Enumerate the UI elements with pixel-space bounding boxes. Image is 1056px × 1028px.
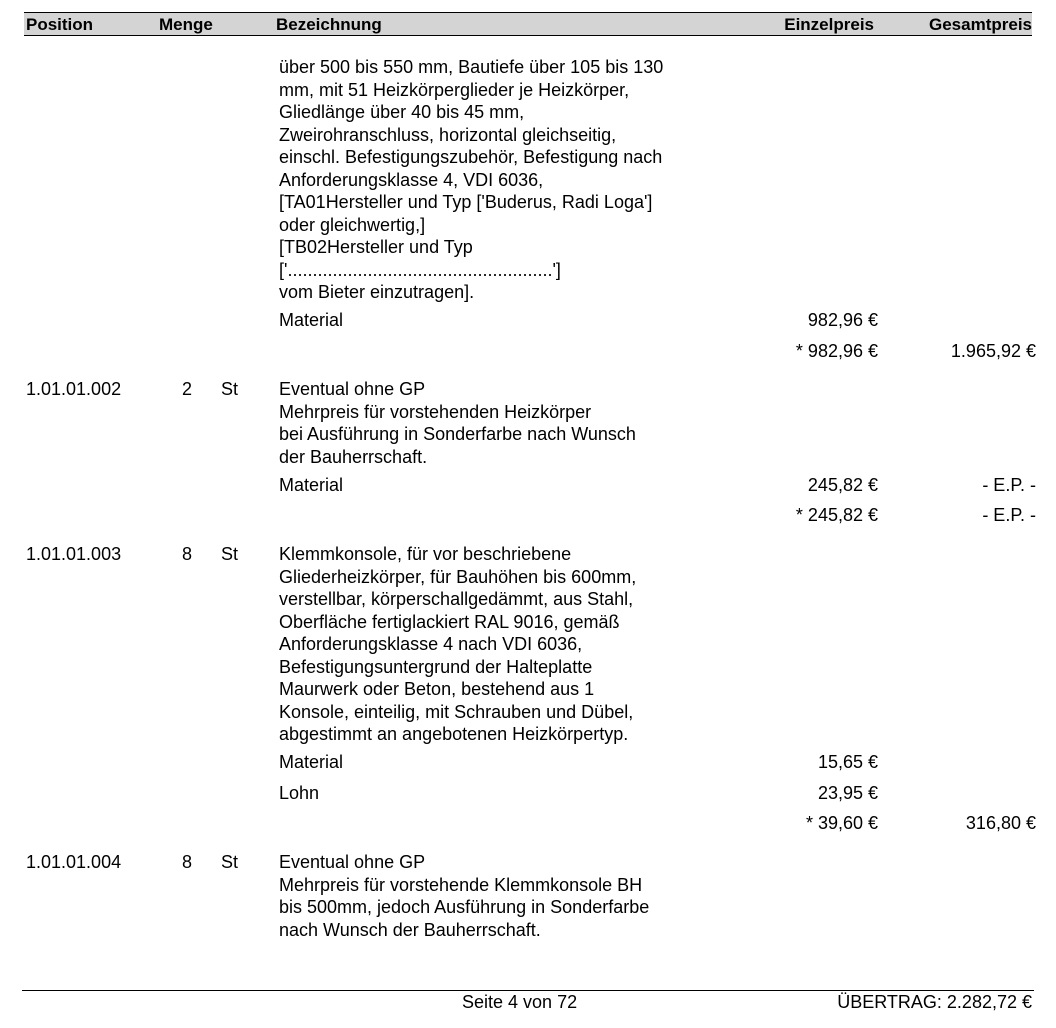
carry-over-total: ÜBERTRAG: 2.282,72 €: [837, 992, 1032, 1012]
cost-total: - E.P. -: [982, 475, 1036, 495]
description-line: über 500 bis 550 mm, Bautiefe über 105 bis 130: [279, 57, 664, 77]
description-line: nach Wunsch der Bauherrschaft.: [279, 919, 541, 940]
description-line: oder gleichwertig,]: [279, 214, 426, 235]
item-description: [279, 543, 636, 746]
item-unit: St: [221, 379, 239, 399]
description-line: vom Bieter einzutragen].: [279, 282, 475, 302]
description-line: Befestigungsuntergrund der Halteplatte: [279, 656, 593, 677]
description-line: ['.....................................................']: [279, 259, 561, 280]
item-unit: St: [221, 544, 239, 564]
description-line: verstellbar, körperschallgedämmt, aus Stahl,: [279, 589, 634, 609]
material-value: 15,65 €: [817, 752, 878, 772]
item-description: [279, 851, 649, 941]
item-description: [279, 378, 636, 468]
description-line: [TB02Hersteller und Typ: [279, 237, 473, 257]
description-line: bis 500mm, jedoch Ausführung in Sonderfarbe: [279, 897, 650, 917]
cost-type-label: Material: [279, 310, 344, 330]
description-line: Konsole, einteilig, mit Schrauben und Dübel,: [279, 701, 634, 722]
page-number: Seite 4 von 72: [462, 992, 578, 1012]
description-line: bei Ausführung in Sonderfarbe nach Wunsch: [279, 424, 636, 444]
description-line: Oberfläche fertiglackiert RAL 9016, gemäß: [279, 611, 620, 632]
cost-type-label: Material: [279, 475, 344, 495]
footer-divider: [22, 990, 1034, 991]
header-quantity: Menge: [159, 15, 213, 34]
total-price: 316,80 €: [965, 813, 1036, 833]
header-description: Bezeichnung: [276, 15, 382, 34]
description-line: Eventual ohne GP: [279, 379, 426, 399]
description-line: Mehrpreis für vorstehenden Heizkörper: [279, 401, 592, 422]
item-quantity: 2: [181, 379, 192, 399]
total-price: - E.P. -: [982, 505, 1036, 525]
item-quantity: 8: [181, 544, 192, 564]
labor-value: 23,95 €: [817, 783, 878, 803]
unit-price: * 245,82 €: [795, 505, 878, 525]
description-line: einschl. Befestigungszubehör, Befestigung nach: [279, 147, 663, 167]
unit-price: * 39,60 €: [805, 813, 878, 833]
continued-item-description: [279, 56, 663, 304]
description-line: [TA01Hersteller und Typ ['Buderus, Radi Loga']: [279, 192, 653, 212]
item-quantity: 8: [181, 852, 192, 872]
header-total-price: Gesamtpreis: [929, 15, 1032, 34]
description-line: mm, mit 51 Heizkörperglieder je Heizkörper,: [279, 79, 630, 100]
description-line: Anforderungsklasse 4, VDI 6036,: [279, 169, 544, 190]
header-position: Position: [26, 15, 94, 34]
description-line: Anforderungsklasse 4 nach VDI 6036,: [279, 634, 583, 654]
description-line: Zweirohranschluss, horizontal gleichseitig,: [279, 124, 617, 145]
header-unit-price: Einzelpreis: [784, 15, 874, 34]
description-line: Gliederheizkörper, für Bauhöhen bis 600mm,: [279, 566, 637, 587]
description-line: Eventual ohne GP: [279, 852, 426, 872]
description-line: Mehrpreis für vorstehende Klemmkonsole BH: [279, 874, 643, 895]
description-line: Klemmkonsole, für vor beschriebene: [279, 544, 572, 564]
cost-value: 982,96 €: [807, 310, 878, 330]
cost-value: 245,82 €: [807, 475, 878, 495]
description-line: abgestimmt an angebotenen Heizkörpertyp.: [279, 724, 629, 744]
unit-price: * 982,96 €: [795, 341, 878, 361]
item-unit: St: [221, 852, 239, 872]
labor-label: Lohn: [279, 783, 320, 803]
item-position: 1.01.01.002: [26, 379, 122, 399]
table-header: [24, 12, 1032, 36]
description-line: Gliedlänge über 40 bis 45 mm,: [279, 102, 525, 122]
description-line: Maurwerk oder Beton, bestehend aus 1: [279, 679, 595, 699]
description-line: der Bauherrschaft.: [279, 446, 428, 467]
material-label: Material: [279, 752, 344, 772]
item-position: 1.01.01.004: [26, 852, 122, 872]
item-position: 1.01.01.003: [26, 544, 122, 564]
total-price: 1.965,92 €: [950, 341, 1036, 361]
